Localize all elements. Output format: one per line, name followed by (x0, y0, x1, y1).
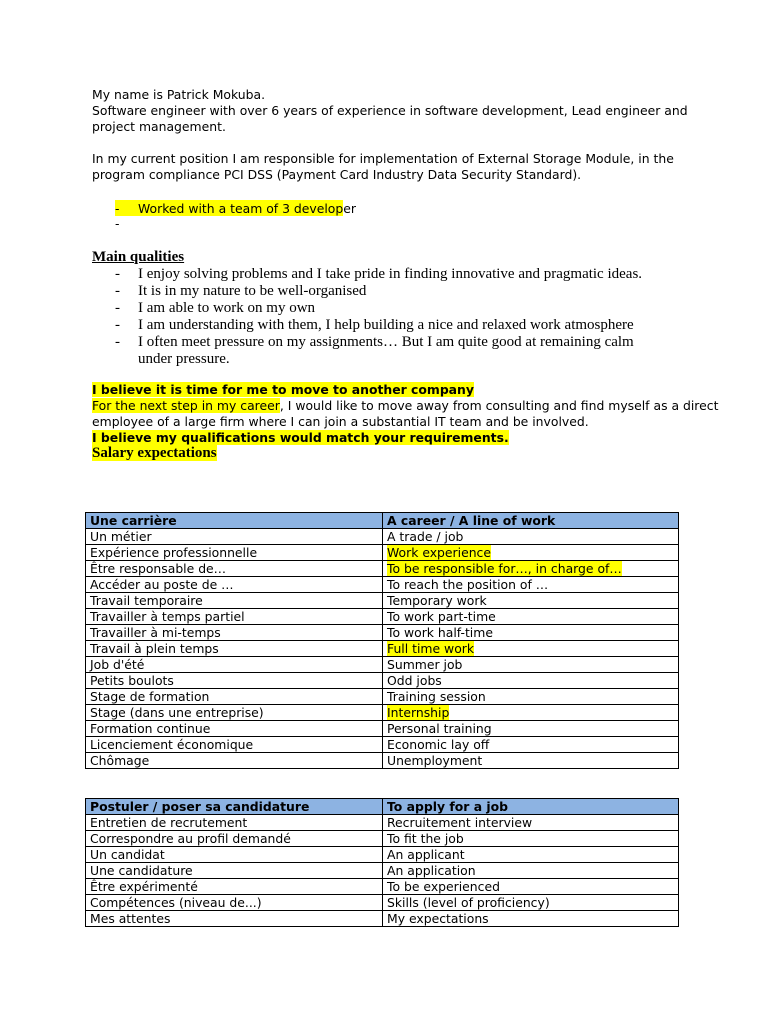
table-cell: Temporary work (383, 593, 679, 609)
table-cell: To reach the position of … (383, 577, 679, 593)
table-cell: An applicant (383, 847, 679, 863)
table-cell: To be experienced (383, 879, 679, 895)
current-position-line-cont: program compliance PCI DSS (Payment Card Industry Data Security Standard). (92, 167, 582, 182)
quality-dash: - (115, 300, 120, 316)
quality-item-cont: under pressure. (138, 351, 230, 367)
table-cell: Full time work (383, 641, 679, 657)
intro-summary-line-cont: project management. (92, 119, 226, 134)
table-cell: Work experience (383, 545, 679, 561)
quality-item: It is in my nature to be well-organised (138, 283, 367, 299)
table-cell: Expérience professionnelle (86, 545, 383, 561)
closing-line-4: I believe my qualifications would match your requirements. (92, 430, 509, 445)
table-cell: Odd jobs (383, 673, 679, 689)
table-cell: Une candidature (86, 863, 383, 879)
table-row (86, 561, 679, 577)
table-row (86, 863, 679, 879)
table-row (86, 625, 679, 641)
highlighted-bullet (115, 200, 356, 216)
table-cell: Travail à plein temps (86, 641, 383, 657)
closing-line-1: I believe it is time for me to move to another company (92, 382, 474, 397)
table-cell: Petits boulots (86, 673, 383, 689)
table-row (86, 689, 679, 705)
table-cell: To fit the job (383, 831, 679, 847)
table-header-cell: Une carrière (86, 513, 383, 529)
table-header-cell: Postuler / poser sa candidature (86, 799, 383, 815)
table-cell: Travailler à temps partiel (86, 609, 383, 625)
empty-bullet-dash: - (115, 216, 120, 231)
table-header-cell: To apply for a job (383, 799, 679, 815)
table-cell: To work part-time (383, 609, 679, 625)
table-cell: Chômage (86, 753, 383, 769)
table-cell: Un candidat (86, 847, 383, 863)
intro-summary-line: Software engineer with over 6 years of experience in software development, Lead engineer and (92, 103, 688, 118)
table-cell: Job d'été (86, 657, 383, 673)
table-cell: Compétences (niveau de...) (86, 895, 383, 911)
table-cell: To be responsible for…, in charge of… (383, 561, 679, 577)
table-cell: Mes attentes (86, 911, 383, 927)
table-row (86, 593, 679, 609)
table-row (86, 815, 679, 831)
table-row (86, 895, 679, 911)
table-cell: To work half-time (383, 625, 679, 641)
quality-dash: - (115, 334, 120, 350)
table-cell: Stage de formation (86, 689, 383, 705)
table-cell: Licenciement économique (86, 737, 383, 753)
table-cell: Skills (level of proficiency) (383, 895, 679, 911)
closing-line-3: employee of a large firm where I can join a substantial IT team and be involved. (92, 414, 589, 429)
table-cell: Economic lay off (383, 737, 679, 753)
table-header-cell: A career / A line of work (383, 513, 679, 529)
table-row (86, 911, 679, 927)
bullet-dash: - (115, 201, 120, 216)
table-cell: Correspondre au profil demandé (86, 831, 383, 847)
quality-item: I often meet pressure on my assignments… But I am quite good at remaining calm (138, 334, 634, 350)
table-row (86, 753, 679, 769)
table-row (86, 737, 679, 753)
table-cell: Entretien de recrutement (86, 815, 383, 831)
table-cell: Training session (383, 689, 679, 705)
table-cell: Travailler à mi-temps (86, 625, 383, 641)
quality-dash: - (115, 317, 120, 333)
table-row (86, 529, 679, 545)
table-row (86, 673, 679, 689)
table-row (86, 847, 679, 863)
table-cell: Formation continue (86, 721, 383, 737)
table-row (86, 609, 679, 625)
table-cell: Travail temporaire (86, 593, 383, 609)
salary-expectations: Salary expectations (92, 445, 217, 461)
job-application-vocabulary-table (85, 798, 679, 927)
quality-item: I enjoy solving problems and I take pride in finding innovative and pragmatic ideas. (138, 266, 643, 282)
table-row (86, 641, 679, 657)
quality-dash: - (115, 283, 120, 299)
table-row (86, 879, 679, 895)
table-row (86, 657, 679, 673)
bullet-text: Worked with a team of 3 developer (138, 201, 356, 216)
table-cell: Accéder au poste de … (86, 577, 383, 593)
table-row (86, 545, 679, 561)
table-header-row (86, 513, 679, 529)
table-cell: Unemployment (383, 753, 679, 769)
table-cell: Être expérimenté (86, 879, 383, 895)
quality-item: I am able to work on my own (138, 300, 316, 316)
table-cell: My expectations (383, 911, 679, 927)
table-header-row (86, 799, 679, 815)
table-cell: Stage (dans une entreprise) (86, 705, 383, 721)
table-cell: Un métier (86, 529, 383, 545)
table-cell: An application (383, 863, 679, 879)
table-cell: Personal training (383, 721, 679, 737)
quality-item: I am understanding with them, I help building a nice and relaxed work atmosphere (138, 317, 634, 333)
closing-line-2: For the next step in my career, I would like to move away from consulting and find myself as a direct (92, 398, 719, 413)
table-row (86, 721, 679, 737)
table-row (86, 831, 679, 847)
table-row (86, 705, 679, 721)
main-qualities-heading: Main qualities (92, 249, 185, 265)
career-vocabulary-table (85, 512, 679, 769)
table-cell: Recruitement interview (383, 815, 679, 831)
table-row (86, 577, 679, 593)
table-cell: Être responsable de… (86, 561, 383, 577)
table-cell: Summer job (383, 657, 679, 673)
quality-dash: - (115, 266, 120, 282)
intro-name-line: My name is Patrick Mokuba. (92, 87, 266, 102)
table-cell: A trade / job (383, 529, 679, 545)
current-position-line: In my current position I am responsible for implementation of External Storage Module, in the (92, 151, 674, 166)
table-cell: Internship (383, 705, 679, 721)
